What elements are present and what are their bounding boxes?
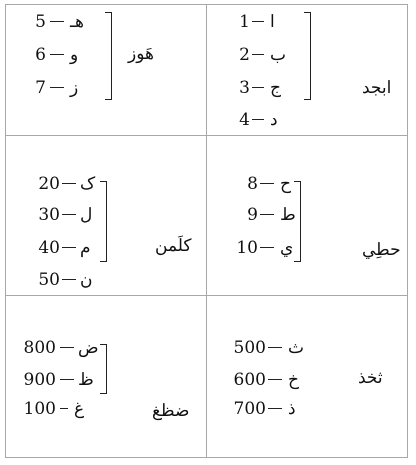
- abjad-entry: [214, 336, 310, 360]
- dash: [260, 214, 274, 215]
- numeric-value: 900: [23, 370, 56, 390]
- arabic-letter: ن: [80, 270, 93, 290]
- dash: [60, 347, 74, 348]
- numeric-value: 5: [35, 12, 46, 32]
- numeric-value: 2: [239, 45, 250, 65]
- abjad-entry: [12, 43, 108, 67]
- arabic-letter: ذ: [288, 399, 296, 419]
- dash: [50, 87, 64, 88]
- arabic-letter: م: [80, 238, 91, 258]
- dash: [260, 183, 274, 184]
- abjad-entry: [214, 76, 310, 100]
- abjad-entry: [12, 10, 108, 34]
- group-word: هَوز: [128, 44, 154, 64]
- numeric-value: 50: [38, 270, 60, 290]
- table-divider-row-2: [5, 295, 408, 296]
- arabic-letter: ک: [80, 174, 96, 194]
- group-word: ابجد: [362, 78, 392, 98]
- abjad-entry: [12, 368, 108, 392]
- numeric-value: 600: [233, 370, 266, 390]
- numeric-value: 800: [23, 338, 56, 358]
- dash: [50, 21, 64, 22]
- table-border-top: [5, 4, 408, 5]
- dash: [268, 379, 282, 380]
- group-word: حطِي: [362, 240, 401, 260]
- arabic-letter: د: [270, 110, 278, 130]
- table-border-bottom: [5, 457, 408, 458]
- abjad-entry: [12, 203, 108, 227]
- arabic-letter: ز: [70, 78, 79, 98]
- arabic-letter: ا: [270, 12, 275, 32]
- numeric-value: 40: [38, 238, 60, 258]
- numeric-value: 500: [233, 338, 266, 358]
- dash: [50, 54, 64, 55]
- table-border-left: [5, 4, 6, 458]
- abjad-entry: [214, 368, 310, 392]
- dash: [252, 119, 264, 120]
- arabic-letter: ح: [280, 174, 291, 194]
- numeric-value: 30: [38, 205, 60, 225]
- dash: [260, 247, 274, 248]
- arabic-letter: خ: [288, 370, 299, 390]
- numeric-value: 1: [239, 12, 250, 32]
- group-word: ضظغ: [152, 401, 190, 421]
- abjad-entry: [214, 10, 310, 34]
- abjad-entry: [12, 268, 108, 292]
- arabic-letter: هـ: [70, 12, 84, 32]
- arabic-letter: ي: [280, 238, 294, 258]
- table-divider-row-1: [5, 135, 408, 136]
- abjad-entry: [12, 336, 108, 360]
- abjad-entry: [12, 236, 108, 260]
- abjad-entry: [214, 43, 310, 67]
- abjad-entry: [214, 203, 310, 227]
- arabic-letter: ج: [270, 78, 281, 98]
- numeric-value: 10: [236, 238, 258, 258]
- abjad-entry: [214, 397, 310, 421]
- arabic-letter: ط: [280, 205, 296, 225]
- abjad-entry: [12, 76, 108, 100]
- dash: [252, 54, 264, 55]
- dash: [62, 183, 76, 184]
- table-divider-vertical: [206, 4, 207, 458]
- abjad-entry: [12, 172, 108, 196]
- numeric-value: 6: [35, 45, 46, 65]
- abjad-entry: [214, 172, 310, 196]
- numeric-value: 7: [35, 78, 46, 98]
- arabic-letter: ظ: [78, 370, 94, 390]
- group-word: ثخذ: [358, 368, 383, 388]
- group-word: كلَمن: [155, 236, 192, 256]
- arabic-letter: غ: [74, 399, 85, 419]
- numeric-value: 9: [247, 205, 258, 225]
- numeric-value: 8: [247, 174, 258, 194]
- numeric-value: 700: [233, 399, 266, 419]
- dash: [252, 21, 264, 22]
- dash: [62, 247, 76, 248]
- numeric-value: 3: [239, 78, 250, 98]
- arabic-letter: ب: [270, 45, 287, 65]
- abjad-entry: [12, 397, 108, 421]
- table-border-right: [407, 4, 408, 458]
- abjad-entry: [214, 108, 310, 132]
- dash: [60, 379, 74, 380]
- arabic-letter: ض: [78, 338, 99, 358]
- arabic-letter: ث: [288, 338, 305, 358]
- dash: [252, 87, 264, 88]
- numeric-value: 100: [23, 399, 56, 419]
- dash: [60, 408, 68, 409]
- dash: [268, 347, 282, 348]
- arabic-letter: و: [70, 45, 79, 65]
- dash: [62, 279, 76, 280]
- abjad-entry: [214, 236, 310, 260]
- dash: [62, 214, 76, 215]
- arabic-letter: ل: [80, 205, 93, 225]
- numeric-value: 20: [38, 174, 60, 194]
- dash: [268, 408, 282, 409]
- numeric-value: 4: [239, 110, 250, 130]
